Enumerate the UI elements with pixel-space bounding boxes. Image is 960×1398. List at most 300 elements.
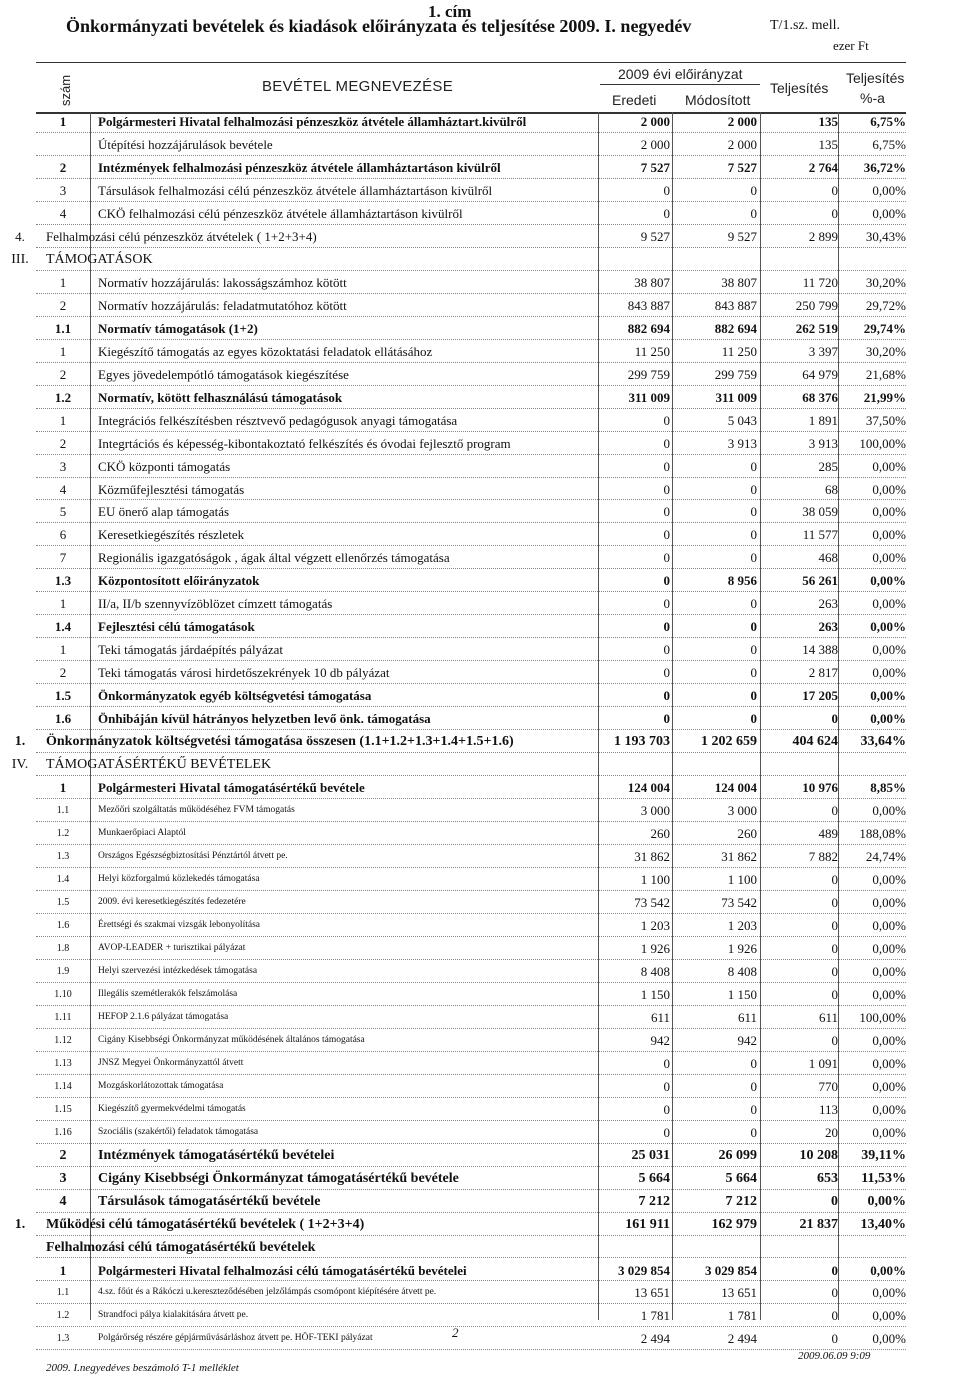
row-name: Normatív hozzájárulás: feladatmutatóhoz kötött xyxy=(98,297,347,313)
row-percent: 21,99% xyxy=(863,389,906,405)
table-row xyxy=(0,363,960,386)
row-percent: 0,00% xyxy=(872,527,906,543)
row-number: 2 xyxy=(59,159,67,175)
table-row xyxy=(0,248,960,271)
row-modified-value: 3 000 xyxy=(727,803,757,819)
row-percent: 0,00% xyxy=(872,642,906,658)
row-name: Normatív, kötött felhasználású támogatások xyxy=(98,389,343,405)
row-fulfilment-value: 10 208 xyxy=(799,1147,838,1163)
table-row xyxy=(0,1190,960,1213)
row-modified-value: 0 xyxy=(750,481,757,497)
table-row xyxy=(0,409,960,432)
table-row xyxy=(0,569,960,592)
row-original-value: 13 651 xyxy=(634,1285,670,1301)
row-percent: 0,00% xyxy=(870,711,906,727)
row-number: 1. xyxy=(14,734,26,750)
row-original-value: 9 527 xyxy=(640,228,670,244)
row-number: 1.1 xyxy=(54,320,72,336)
row-original-value: 0 xyxy=(663,688,670,704)
row-fulfilment-value: 653 xyxy=(817,1170,838,1186)
row-number: 1.1 xyxy=(56,1287,70,1299)
row-name: Cigány Kisebbségi Önkormányzat támogatásértékű bevétele xyxy=(98,1170,459,1186)
table-row xyxy=(0,937,960,960)
row-number: IV. xyxy=(11,757,29,773)
row-fulfilment-value: 20 xyxy=(825,1124,838,1140)
row-percent: 0,00% xyxy=(872,550,906,566)
table-row xyxy=(0,478,960,501)
row-name: Közműfejlesztési támogatás xyxy=(98,481,245,497)
row-modified-value: 882 694 xyxy=(714,320,757,336)
row-percent: 0,00% xyxy=(872,205,906,221)
row-percent: 100,00% xyxy=(859,1009,906,1025)
row-original-value: 0 xyxy=(663,619,670,635)
row-original-value: 843 887 xyxy=(627,297,670,313)
table-row xyxy=(0,1144,960,1167)
table-row xyxy=(0,592,960,615)
table-row xyxy=(0,1052,960,1075)
row-fulfilment-value: 468 xyxy=(818,550,838,566)
row-number: 1.4 xyxy=(56,874,70,885)
table-row xyxy=(0,799,960,822)
row-name: II/a, II/b szennyvízöblözet címzett támogatás xyxy=(98,596,333,612)
table-row xyxy=(0,753,960,776)
row-percent: 8,85% xyxy=(870,780,906,796)
row-name: Munkaerőpiaci Alaptól xyxy=(98,828,186,839)
row-modified-value: 2 000 xyxy=(727,114,757,129)
row-original-value: 2 494 xyxy=(640,1331,670,1347)
row-modified-value: 9 527 xyxy=(727,228,757,244)
row-original-value: 0 xyxy=(663,1078,670,1094)
row-number: 1.2 xyxy=(56,828,70,840)
table-row xyxy=(0,845,960,868)
row-fulfilment-value: 285 xyxy=(818,458,838,474)
row-fulfilment-value: 135 xyxy=(818,114,838,129)
row-fulfilment-value: 489 xyxy=(818,826,838,842)
row-fulfilment-value: 0 xyxy=(831,803,838,819)
row-number: 1.8 xyxy=(56,942,70,954)
table-row xyxy=(0,1236,960,1259)
row-name: Normatív támogatások (1+2) xyxy=(98,320,258,336)
row-percent: 0,00% xyxy=(872,1331,906,1347)
row-modified-value: 0 xyxy=(750,504,757,520)
row-fulfilment-value: 0 xyxy=(831,917,838,933)
row-fulfilment-value: 263 xyxy=(818,619,838,635)
row-number: 1.10 xyxy=(54,988,72,1000)
row-number: 6 xyxy=(59,527,67,543)
row-name: HEFOP 2.1.6 pályázat támogatása xyxy=(98,1011,229,1022)
row-percent: 100,00% xyxy=(859,435,906,451)
footer-report-name: 2009. I.negyedéves beszámoló T-1 melléklet xyxy=(46,1362,239,1374)
row-fulfilment-value: 11 720 xyxy=(802,274,838,290)
row-fulfilment-value: 0 xyxy=(831,1308,838,1324)
row-modified-value: 1 100 xyxy=(727,872,757,887)
row-original-value: 0 xyxy=(663,711,670,727)
row-fulfilment-value: 0 xyxy=(831,986,838,1002)
row-percent: 33,64% xyxy=(860,734,906,750)
row-original-value: 0 xyxy=(663,412,670,428)
row-number: 3 xyxy=(59,458,67,474)
row-name: Társulások támogatásértékű bevétele xyxy=(98,1193,321,1209)
row-modified-value: 8 956 xyxy=(727,573,757,589)
row-original-value: 5 664 xyxy=(638,1170,670,1186)
column-header-modified: Módosított xyxy=(685,92,751,108)
row-percent: 6,75% xyxy=(870,114,906,129)
row-fulfilment-value: 7 882 xyxy=(808,849,838,865)
row-original-value: 0 xyxy=(663,504,670,520)
row-name: Szociális (szakértői) feladatok támogatása xyxy=(98,1126,259,1137)
table-row xyxy=(0,1304,960,1327)
row-original-value: 1 781 xyxy=(640,1308,670,1324)
header-top-rule xyxy=(36,62,906,63)
row-percent: 0,00% xyxy=(872,894,906,910)
row-original-value: 882 694 xyxy=(627,320,670,336)
row-name: Polgármesteri Hivatal felhalmozási pénzeszköz átvétele államháztart.kivülről xyxy=(98,114,527,129)
row-number: 1.9 xyxy=(56,965,70,977)
row-original-value: 299 759 xyxy=(627,366,670,382)
row-fulfilment-value: 113 xyxy=(818,1101,838,1117)
row-fulfilment-value: 0 xyxy=(831,1285,838,1301)
row-percent: 29,74% xyxy=(863,320,906,336)
currency-unit: ezer Ft xyxy=(833,38,869,53)
row-number: 1.13 xyxy=(54,1057,72,1069)
row-modified-value: 8 408 xyxy=(727,963,757,979)
row-name: AVOP-LEADER + turisztikai pályázat xyxy=(98,942,246,953)
row-name: Felhalmozási célú támogatásértékű bevételek xyxy=(46,1239,316,1255)
row-name: Regionális igazgatóságok , ágak által végzett ellenőrzés támogatása xyxy=(98,550,450,566)
row-fulfilment-value: 14 388 xyxy=(802,642,838,658)
row-percent: 0,00% xyxy=(870,688,906,704)
table-row xyxy=(0,386,960,409)
row-percent: 30,20% xyxy=(865,274,906,290)
table-row xyxy=(0,110,960,133)
row-original-value: 38 807 xyxy=(634,274,670,290)
chapter-label: 1. cím xyxy=(428,2,472,21)
table-row xyxy=(0,156,960,179)
row-percent: 36,72% xyxy=(863,159,906,175)
row-modified-value: 0 xyxy=(750,596,757,612)
row-fulfilment-value: 0 xyxy=(831,711,838,727)
row-number: 1 xyxy=(59,642,67,658)
row-number: 3 xyxy=(59,1170,67,1186)
row-modified-value: 0 xyxy=(750,205,757,221)
row-number: 1.12 xyxy=(54,1034,72,1046)
row-original-value: 7 212 xyxy=(638,1193,670,1209)
row-fulfilment-value: 56 261 xyxy=(802,573,838,589)
row-fulfilment-value: 0 xyxy=(831,894,838,910)
row-percent: 24,74% xyxy=(865,849,906,865)
row-name: TÁMOGATÁSÉRTÉKŰ BEVÉTELEK xyxy=(46,757,272,773)
row-name: Útépítési hozzájárulások bevétele xyxy=(98,136,273,152)
row-fulfilment-value: 0 xyxy=(831,872,838,887)
table-row xyxy=(0,340,960,363)
attachment-number: T/1.sz. mell. xyxy=(770,18,840,33)
row-number: 2 xyxy=(59,1147,67,1163)
table-row xyxy=(0,1121,960,1144)
row-fulfilment-value: 38 059 xyxy=(802,504,838,520)
row-original-value: 0 xyxy=(663,527,670,543)
row-name: Önkormányzatok egyéb költségvetési támogatása xyxy=(98,688,372,704)
row-original-value: 7 527 xyxy=(640,159,670,175)
plan-subheader-rule xyxy=(600,84,760,85)
row-modified-value: 299 759 xyxy=(714,366,757,382)
row-number: 1 xyxy=(59,1262,67,1278)
row-modified-value: 0 xyxy=(750,665,757,681)
row-name: Kiegészítő támogatás az egyes közoktatási feladatok ellátásához xyxy=(98,343,433,359)
row-original-value: 0 xyxy=(663,205,670,221)
footer-timestamp: 2009.06.09 9:09 xyxy=(798,1350,871,1362)
table-row xyxy=(0,432,960,455)
row-modified-value: 7 527 xyxy=(727,159,757,175)
table-row xyxy=(0,1006,960,1029)
row-original-value: 1 100 xyxy=(640,872,670,887)
column-header-number: szám xyxy=(58,74,73,106)
row-percent: 0,00% xyxy=(872,986,906,1002)
row-name: JNSZ Megyei Önkormányzattól átvett xyxy=(98,1057,244,1068)
table-row xyxy=(0,983,960,1006)
row-number: 1.2 xyxy=(54,389,72,405)
row-original-value: 260 xyxy=(650,826,670,842)
table-row xyxy=(0,707,960,730)
row-name: CKÖ központi támogatás xyxy=(98,458,231,474)
table-row xyxy=(0,868,960,891)
row-name: Illegális szemétlerakók felszámolása xyxy=(98,988,238,999)
row-modified-value: 31 862 xyxy=(721,849,757,865)
row-name: 4.sz. főút és a Rákóczi u.kereszteződésében jelzőlámpás csomópont kiépítésére átvett pe. xyxy=(98,1287,437,1298)
row-fulfilment-value: 611 xyxy=(818,1009,838,1025)
row-number: 1.14 xyxy=(54,1080,72,1092)
row-modified-value: 2 000 xyxy=(727,136,757,152)
row-fulfilment-value: 2 817 xyxy=(808,665,838,681)
row-number: 1.16 xyxy=(54,1126,72,1138)
row-percent: 0,00% xyxy=(872,917,906,933)
row-name: Mezőőri szolgáltatás működéséhez FVM támogatás xyxy=(98,805,295,816)
row-original-value: 611 xyxy=(650,1009,670,1025)
row-modified-value: 0 xyxy=(750,688,757,704)
row-name: Központosított előirányzatok xyxy=(98,573,260,589)
row-number: 2 xyxy=(59,297,67,313)
row-name: Fejlesztési célú támogatások xyxy=(98,619,255,635)
row-original-value: 3 029 854 xyxy=(618,1262,670,1278)
row-name: Helyi szervezési intézkedések támogatása xyxy=(98,965,258,976)
row-number: 4 xyxy=(59,481,67,497)
column-header-fulfilment: Teljesítés xyxy=(770,80,829,96)
row-original-value: 0 xyxy=(663,1101,670,1117)
row-modified-value: 0 xyxy=(750,619,757,635)
row-modified-value: 124 004 xyxy=(714,780,757,796)
row-percent: 0,00% xyxy=(867,1193,906,1209)
row-number: 1 xyxy=(59,114,67,129)
row-original-value: 2 000 xyxy=(640,136,670,152)
table-row xyxy=(0,225,960,248)
row-original-value: 1 193 703 xyxy=(614,734,670,750)
row-percent: 11,53% xyxy=(861,1170,906,1186)
row-modified-value: 3 913 xyxy=(727,435,757,451)
table-row xyxy=(0,1167,960,1190)
row-percent: 0,00% xyxy=(872,1124,906,1140)
row-original-value: 0 xyxy=(663,182,670,198)
row-original-value: 0 xyxy=(663,665,670,681)
row-percent: 0,00% xyxy=(872,1078,906,1094)
row-modified-value: 73 542 xyxy=(721,894,757,910)
row-original-value: 161 911 xyxy=(625,1216,670,1232)
column-header-percent-line2: %-a xyxy=(860,90,885,106)
row-original-value: 8 408 xyxy=(640,963,670,979)
row-original-value: 1 150 xyxy=(640,986,670,1002)
row-modified-value: 26 099 xyxy=(718,1147,757,1163)
table-row xyxy=(0,822,960,845)
row-number: 7 xyxy=(59,550,67,566)
row-original-value: 942 xyxy=(650,1032,670,1048)
row-modified-value: 13 651 xyxy=(721,1285,757,1301)
row-percent: 30,43% xyxy=(865,228,906,244)
table-row xyxy=(0,960,960,983)
row-original-value: 0 xyxy=(663,642,670,658)
row-fulfilment-value: 0 xyxy=(831,940,838,956)
row-modified-value: 0 xyxy=(750,711,757,727)
row-original-value: 25 031 xyxy=(631,1147,670,1163)
row-name: Mozgáskorlátozottak támogatása xyxy=(98,1080,224,1091)
row-name: Önhibáján kívül hátrányos helyzetben levő önk. támogatása xyxy=(98,711,431,727)
row-fulfilment-value: 0 xyxy=(831,182,838,198)
row-modified-value: 38 807 xyxy=(721,274,757,290)
column-header-percent-line1: Teljesítés xyxy=(846,70,905,86)
row-number: 1.3 xyxy=(56,851,70,863)
row-name: Intézmények felhalmozási pénzeszköz átvétele államháztartáson kivülről xyxy=(98,159,501,175)
row-fulfilment-value: 263 xyxy=(818,596,838,612)
row-fulfilment-value: 404 624 xyxy=(792,734,838,750)
row-fulfilment-value: 68 376 xyxy=(802,389,838,405)
row-percent: 21,68% xyxy=(865,366,906,382)
row-modified-value: 162 979 xyxy=(711,1216,757,1232)
row-modified-value: 611 xyxy=(737,1009,757,1025)
row-modified-value: 0 xyxy=(750,1055,757,1071)
row-original-value: 0 xyxy=(663,596,670,612)
row-modified-value: 1 781 xyxy=(727,1308,757,1324)
table-row xyxy=(0,1098,960,1121)
row-name: 2009. évi keresetkiegészítés fedezetére xyxy=(98,896,246,907)
row-original-value: 2 000 xyxy=(640,114,670,129)
table-row xyxy=(0,523,960,546)
row-original-value: 1 926 xyxy=(640,940,670,956)
row-number: 1 xyxy=(59,596,67,612)
row-percent: 39,11% xyxy=(861,1147,906,1163)
row-name: Polgármesteri Hivatal felhalmozási célú támogatásértékű bevételei xyxy=(98,1262,467,1278)
row-name: Működési célú támogatásértékű bevételek ( 1+2+3+4) xyxy=(46,1216,365,1232)
row-modified-value: 260 xyxy=(737,826,757,842)
row-fulfilment-value: 0 xyxy=(831,205,838,221)
row-modified-value: 843 887 xyxy=(714,297,757,313)
row-fulfilment-value: 135 xyxy=(818,136,838,152)
row-original-value: 31 862 xyxy=(634,849,670,865)
table-row xyxy=(0,202,960,225)
table-row xyxy=(0,179,960,202)
row-name: Helyi közforgalmú közlekedés támogatása xyxy=(98,874,260,884)
row-modified-value: 3 029 854 xyxy=(705,1262,757,1278)
row-number: 1.4 xyxy=(54,619,72,635)
row-fulfilment-value: 0 xyxy=(831,963,838,979)
row-fulfilment-value: 17 205 xyxy=(802,688,838,704)
row-fulfilment-value: 1 091 xyxy=(808,1055,838,1071)
row-fulfilment-value: 3 913 xyxy=(808,435,838,451)
table-row xyxy=(0,615,960,638)
row-modified-value: 0 xyxy=(750,642,757,658)
row-number: 1.1 xyxy=(56,805,70,817)
row-modified-value: 311 009 xyxy=(715,389,757,405)
table-row xyxy=(0,500,960,523)
table-row xyxy=(0,1075,960,1098)
page-number: 2 xyxy=(452,1325,459,1340)
row-name: Egyes jövedelempótló támogatások kiegészítése xyxy=(98,366,349,382)
column-header-name: BEVÉTEL MEGNEVEZÉSE xyxy=(262,78,454,95)
row-percent: 0,00% xyxy=(872,1101,906,1117)
row-percent: 188,08% xyxy=(859,826,906,842)
table-row xyxy=(0,1327,960,1350)
row-modified-value: 5 664 xyxy=(725,1170,757,1186)
row-original-value: 73 542 xyxy=(634,894,670,910)
row-number: 1 xyxy=(59,274,67,290)
row-number: 1.3 xyxy=(56,1333,70,1345)
table-row xyxy=(0,1281,960,1304)
row-number: 3 xyxy=(59,182,67,198)
row-number: 1.3 xyxy=(54,573,72,589)
row-number: 1.5 xyxy=(56,896,70,908)
row-original-value: 0 xyxy=(663,1124,670,1140)
table-row xyxy=(0,638,960,661)
row-name: Integrtációs és képesség-kibontakoztató felkészítés és óvodai fejlesztő program xyxy=(98,435,511,451)
row-number: 1. xyxy=(14,1216,26,1232)
row-percent: 0,00% xyxy=(870,1262,906,1278)
row-modified-value: 0 xyxy=(750,1101,757,1117)
table-row xyxy=(0,661,960,684)
row-original-value: 0 xyxy=(663,435,670,451)
row-percent: 0,00% xyxy=(870,619,906,635)
table-row xyxy=(0,776,960,799)
row-original-value: 11 250 xyxy=(634,343,670,359)
row-fulfilment-value: 770 xyxy=(818,1078,838,1094)
row-original-value: 124 004 xyxy=(627,780,670,796)
row-name: TÁMOGATÁSOK xyxy=(46,251,153,267)
row-percent: 0,00% xyxy=(872,504,906,520)
row-modified-value: 942 xyxy=(737,1032,757,1048)
row-name: Integrációs felkészítésben résztvevő pedagógusok anyagi támogatása xyxy=(98,412,458,428)
table-row xyxy=(0,730,960,753)
row-name: Intézmények támogatásértékű bevételei xyxy=(98,1147,335,1163)
row-number: 4 xyxy=(59,205,67,221)
row-percent: 0,00% xyxy=(872,481,906,497)
row-percent: 0,00% xyxy=(872,182,906,198)
row-fulfilment-value: 0 xyxy=(831,1193,838,1209)
table-row xyxy=(0,1259,960,1282)
row-modified-value: 2 494 xyxy=(727,1331,757,1347)
row-percent: 0,00% xyxy=(872,1308,906,1324)
row-number: 1.6 xyxy=(54,711,72,727)
row-number: 1.11 xyxy=(54,1011,72,1023)
row-percent: 0,00% xyxy=(870,573,906,589)
row-number: 4 xyxy=(59,1193,67,1209)
table-row xyxy=(0,317,960,340)
row-fulfilment-value: 2 764 xyxy=(808,159,838,175)
row-modified-value: 0 xyxy=(750,550,757,566)
row-name: Keresetkiegészítés részletek xyxy=(98,527,245,543)
table-row xyxy=(0,455,960,478)
row-modified-value: 0 xyxy=(750,1124,757,1140)
row-fulfilment-value: 11 577 xyxy=(802,527,838,543)
row-fulfilment-value: 68 xyxy=(825,481,838,497)
row-percent: 6,75% xyxy=(872,136,906,152)
row-modified-value: 11 250 xyxy=(721,343,757,359)
row-percent: 0,00% xyxy=(872,940,906,956)
row-modified-value: 1 926 xyxy=(727,940,757,956)
